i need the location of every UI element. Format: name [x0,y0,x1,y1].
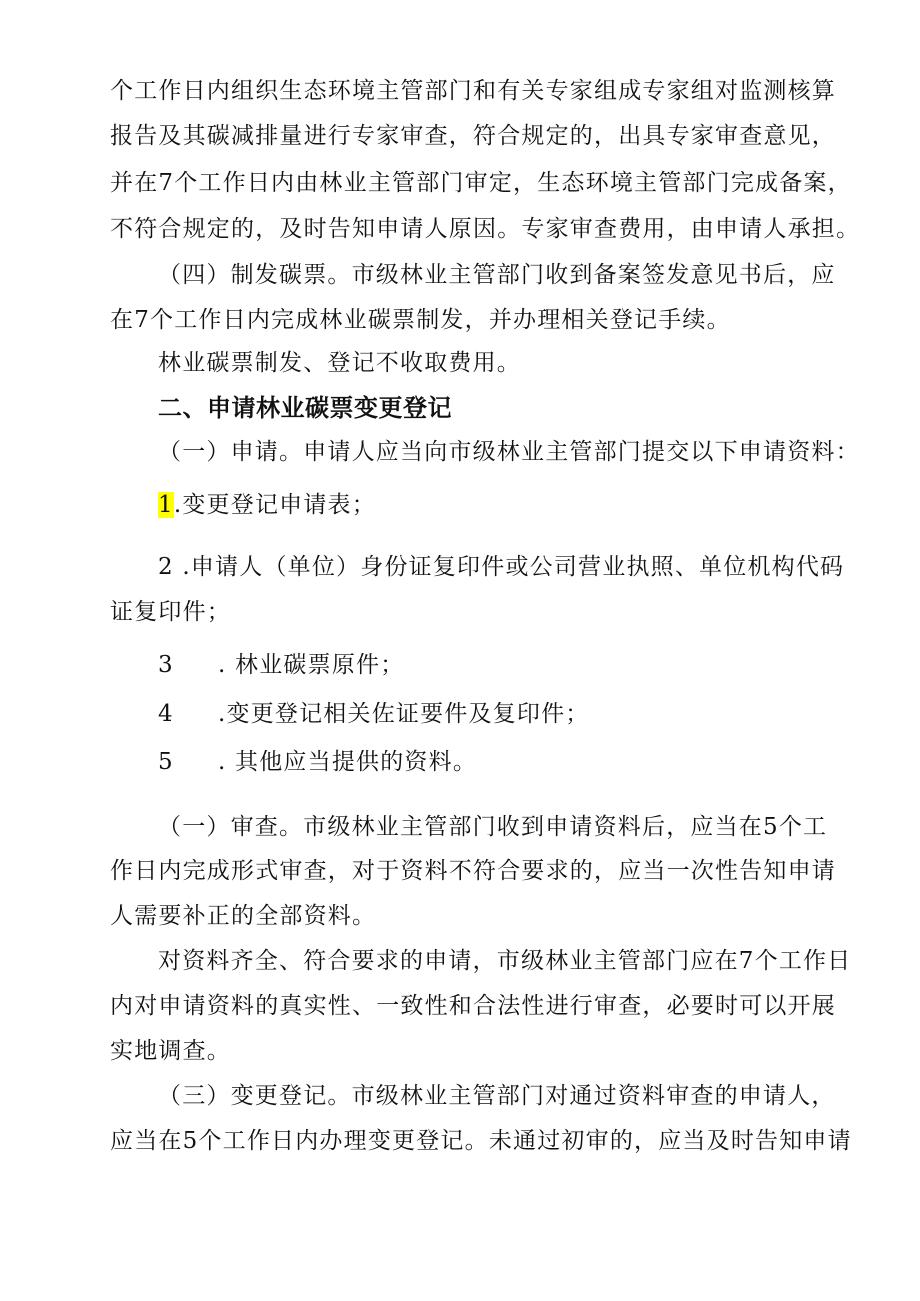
highlighted-number: 1 [158,492,174,518]
text-line: （三）变更登记。市级林业主管部门对通过资料审查的申请人， [158,1083,836,1109]
list-item-text: .变更登记申请表； [173,492,376,518]
text-line: 报告及其碳减排量进行专家审查，符合规定的，出具专家审查意见， [110,123,836,149]
text-line: 人需要补正的全部资料。 [110,903,377,929]
list-item: 2 .申请人（单位）身份证复印件或公司营业执照、单位机构代码 [158,554,845,580]
list-item [158,650,404,680]
list-item-text: . 林业碳票原件； [218,652,405,678]
text-line: 在7个工作日内完成林业碳票制发，并办理相关登记手续。 [110,307,731,333]
text-line: （四）制发碳票。市级林业主管部门收到备案签发意见书后，应 [158,262,836,288]
list-number: 4 [158,701,174,727]
text-line: 内对申请资料的真实性、一致性和合法性进行审查，必要时可以开展 [110,993,836,1019]
text-line: （一）审查。市级林业主管部门收到申请资料后，应当在5个工 [158,814,828,840]
text-line: 个工作日内组织生态环境主管部门和有关专家组成专家组对监测核算 [110,78,836,104]
text-line: 实地调查。 [110,1038,231,1064]
section-heading: 二、申请林业碳票变更登记 [158,394,452,422]
list-item [158,747,477,777]
text-line: 应当在5个工作日内办理变更登记。未通过初审的，应当及时告知申请 [110,1128,852,1154]
list-item [158,490,376,520]
list-item-text: .变更登记相关佐证要件及复印件； [218,701,590,727]
text-line: 作日内完成形式审查，对于资料不符合要求的，应当一次性告知申请 [110,858,836,884]
list-item-text: . 其他应当提供的资料。 [218,749,478,775]
text-line: 对资料齐全、符合要求的申请，市级林业主管部门应在7个工作日 [158,948,852,974]
text-line: 证复印件； [110,599,231,625]
text-line: 不符合规定的，及时告知申请人原因。专家审查费用，由申请人承担。 [110,216,861,242]
text-line: 并在7个工作日内由林业主管部门审定，生态环境主管部门完成备案， [110,170,852,196]
text-line: 林业碳票制发、登记不收取费用。 [158,350,521,376]
text-line: （一）申请。申请人应当向市级林业主管部门提交以下申请资料： [158,439,860,465]
list-item [158,699,590,729]
list-number: 3 [158,652,174,678]
list-number: 5 [158,749,174,775]
